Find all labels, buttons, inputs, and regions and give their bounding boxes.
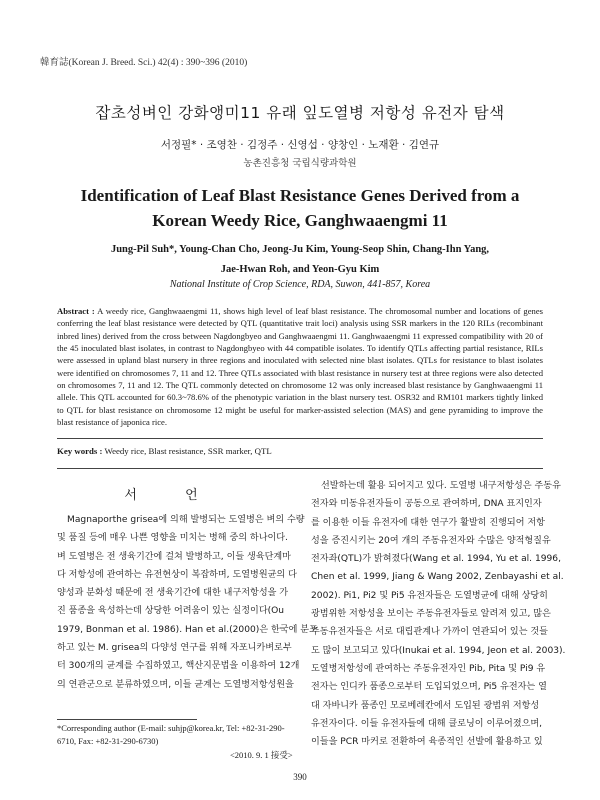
right-column-line: 도 많이 보고되고 있다(Inukai et al. 1994, Jeon et al. 2003). bbox=[311, 645, 566, 656]
journal-citation: 韓育誌(Korean J. Breed. Sci.) 42(4) : 390~396 (2010) bbox=[40, 58, 248, 68]
right-column-line: 성을 증진시키는 20여 개의 주동유전자와 수많은 양적형질유 bbox=[311, 535, 551, 546]
left-column-line: 다 저항성에 관여하는 유전현상이 복잡하며, 도열병원균의 다 bbox=[57, 569, 297, 580]
right-column-line: 주동유전자들은 서로 대립관계나 가까이 연관되어 있는 것들 bbox=[311, 627, 548, 638]
left-column-line: 벼 도열병은 전 생육기간에 걸쳐 발병하고, 이들 생육단계마 bbox=[57, 551, 291, 562]
keywords-text: Weedy rice, Blast resistance, SSR marker, QTL bbox=[104, 446, 272, 456]
abstract bbox=[57, 305, 543, 428]
abstract-label: Abstract : bbox=[57, 306, 95, 316]
left-column-line: Magnaporthe grisea에 의해 발병되는 도열병은 벼의 수량 bbox=[67, 515, 305, 525]
english-title-line2: Korean Weedy Rice, Ganghwaaengmi 11 bbox=[152, 211, 448, 230]
left-column-line: 하고 있는 M. grisea의 다양성 연구를 위해 자포니카벼로부 bbox=[57, 643, 292, 654]
right-column-line: 대 자바니카 품종인 모로베레칸에서 도입된 광범위 저항성 bbox=[311, 700, 540, 711]
abstract-text: A weedy rice, Ganghwaaengmi 11, shows high level of leaf blast resistance. The chromosomal number and locations of genes conferring the leaf blast resistance were detected by QTL (quantitative trait loci) analysis using SSR markers in the 120 RILs (recombinant inbred lines) derived from the cross between Nagdongbyeo and Ganghwaaengmi 11. Ganghwaaengmi 11 expressed compatibility with 20 of the 45 inoculated blast isolates, in contrast to Nagdongbyeo with 44 compatible isolates. To identify QTLs affecting partial resistance, RILs were assessed in upland blast nursery in three regions and inoculated with selected nine blast isolates. QTLs for resistance to blast isolates were identified on chromosomes 7, 11 and 12. Three QTLs associated with blast resistance in nursery test at three regions were also detected on chromosomes 7, 11 and 12. The QTL commonly detected on chromosome 12 was only increased blast resistance by Ganghwaaengmi 11 allele. This QTL accounted for 60.3~78.6% of the phenotypic variation in the blast nursery test. OSR32 and RM101 markers tightly linked to QTL for blast resistance on chromosome 12 might be useful for marker-assisted selection (MAS) and gene pyramiding to improve the blast resistance of japonica rice. bbox=[57, 306, 543, 428]
left-column-text bbox=[57, 511, 318, 694]
right-column-line: Chen et al. 1999, Jiang & Wang 2002, Zenbayashi et al. bbox=[311, 572, 564, 583]
english-affiliation: National Institute of Crop Science, RDA, Suwon, 441-857, Korea bbox=[169, 279, 431, 290]
english-title-line1: Identification of Leaf Blast Resistance Genes Derived from a bbox=[80, 186, 520, 205]
abstract-divider bbox=[57, 438, 543, 439]
keywords bbox=[57, 446, 543, 456]
english-authors-line1: Jung-Pil Suh*, Young-Chan Cho, Jeong-Ju Kim, Young-Seop Shin, Chang-Ihn Yang, bbox=[110, 244, 490, 255]
right-column-text bbox=[311, 477, 566, 751]
page-number: 390 bbox=[293, 772, 307, 782]
keywords-label: Key words : bbox=[57, 446, 103, 456]
right-column-line: 선발하는데 활용 되어지고 있다. 도열병 내구저항성은 주동유 bbox=[321, 481, 561, 491]
left-column-line: 양성과 분화성 때문에 전 생육기간에 대한 내구저항성을 가 bbox=[57, 588, 289, 599]
right-column-line: 를 이용한 이들 유전자에 대한 연구가 활발히 진행되어 저항 bbox=[311, 517, 545, 528]
section-heading-introduction: 서 언 bbox=[124, 488, 220, 503]
keywords-divider bbox=[57, 468, 543, 469]
right-column-line: 전자와 미동유전자들이 공동으로 관여하며, DNA 표지인자 bbox=[311, 499, 542, 510]
right-column-line: 광범위한 저항성을 보이는 주동유전자들로 알려져 있고, 많은 bbox=[311, 609, 551, 620]
english-authors bbox=[0, 240, 600, 280]
left-column-line: 및 품질 등에 매우 나쁜 영향을 미치는 병해 중의 하나이다. bbox=[57, 533, 288, 544]
right-column-line: 이들을 PCR 마커로 전환하여 육종적인 선발에 활용하고 있 bbox=[311, 737, 543, 748]
english-title bbox=[0, 183, 600, 233]
footnote-divider bbox=[57, 719, 197, 720]
right-column-line: 도열병저항성에 관여하는 주동유전자인 Pib, Pita 및 Pi9 유 bbox=[311, 663, 546, 674]
right-column-line: 유전자이다. 이들 유전자들에 대해 클로닝이 이루어졌으며, bbox=[311, 718, 543, 729]
english-authors-line2: Jae-Hwan Roh, and Yeon-Gyu Kim bbox=[220, 264, 380, 275]
korean-affiliation: 농촌진흥청 국립식량과학원 bbox=[243, 158, 357, 169]
left-column-line: 진 품종을 육성하는데 상당한 어려움이 있는 실정이다(Ou bbox=[57, 606, 285, 617]
korean-authors: 서정필* · 조영찬 · 김정주 · 신영섭 · 양창인 · 노재환 · 김연규 bbox=[160, 139, 440, 151]
corresponding-author-footnote: *Corresponding author (E-mail: suhjp@korea.kr, Tel: +82-31-290-6710, Fax: +82-31-290-6730) bbox=[57, 723, 285, 746]
received-date: <2010. 9. 1 接受> bbox=[230, 750, 293, 760]
left-column-line: 터 300개의 균계를 수집하였고, 핵산지문법을 이용하여 12개 bbox=[57, 661, 300, 672]
right-column-line: 전자좌(QTL)가 밝혀졌다(Wang et al. 1994, Yu et al. 1996, bbox=[311, 554, 561, 565]
korean-title: 잡초성벼인 강화앵미11 유래 잎도열병 저항성 유전자 탐색 bbox=[95, 104, 505, 122]
left-column-line: 1979, Bonman et al. 1986). Han et al.(2000)은 한국에 분포 bbox=[57, 624, 318, 635]
left-column-line: 의 연관군으로 분류하였으며, 이들 균계는 도열병저항성원을 bbox=[57, 679, 294, 690]
right-column-line: 전자는 인디카 품종으로부터 도입되었으며, Pi5 유전자는 열 bbox=[311, 682, 547, 693]
right-column-line: 2002). Pi1, Pi2 및 Pi5 유전자들은 도열병균에 대해 상당히 bbox=[311, 590, 548, 601]
